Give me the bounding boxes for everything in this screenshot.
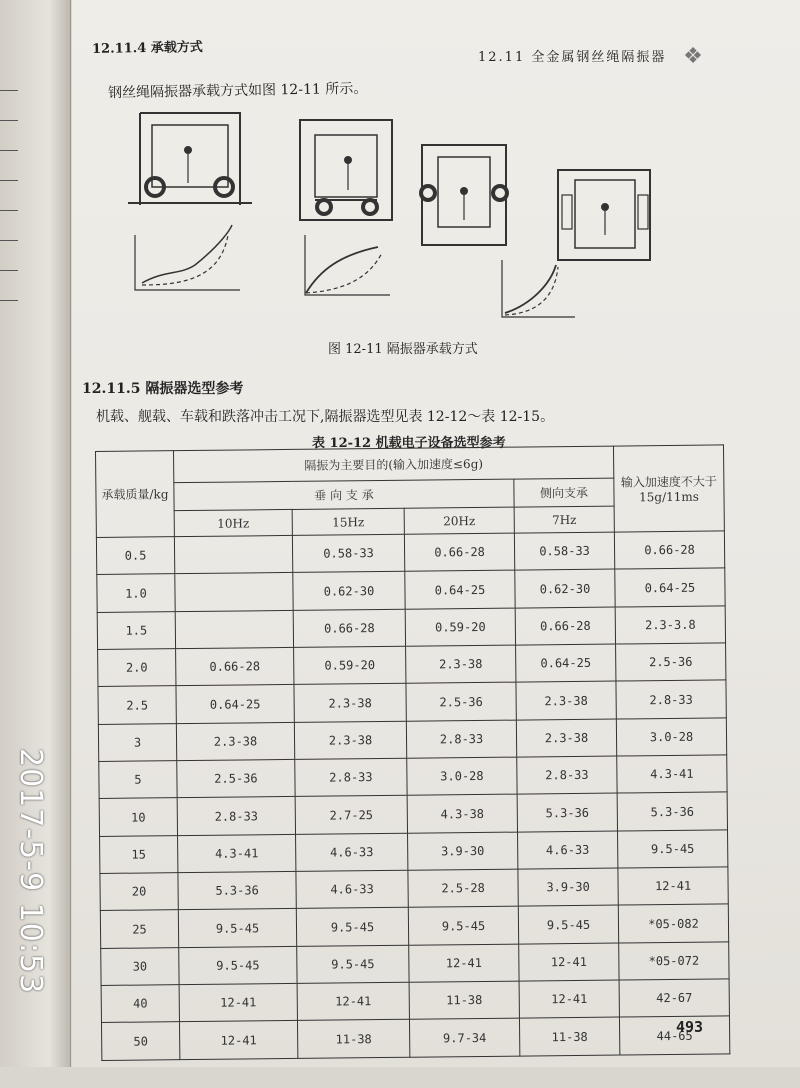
table-cell: 40 (101, 985, 179, 1023)
table-cell: 9.7-34 (409, 1019, 519, 1058)
header-load: 承载质量/kg (96, 451, 175, 538)
table-cell: 0.64-25 (405, 570, 515, 608)
table-row (98, 718, 726, 762)
table-cell (174, 535, 292, 574)
table-cell: 3 (98, 723, 176, 761)
table-cell: 12-41 (179, 984, 297, 1023)
table-cell: 0.66-28 (614, 531, 724, 569)
header-purpose: 隔振为主要目的(输入加速度≤6g) (174, 446, 614, 483)
table-cell: 2.7-25 (295, 796, 407, 835)
photo-date-stamp: 2017-5-9 10:53 (13, 748, 48, 995)
table-cell: 12-41 (297, 982, 409, 1021)
table-cell: 9.5-45 (618, 830, 728, 868)
header-freq-20hz: 20Hz (404, 507, 514, 534)
table-cell (175, 573, 293, 612)
table-cell: 2.8-33 (406, 720, 516, 758)
table-cell: 5 (99, 761, 177, 799)
table-cell: 2.8-33 (295, 758, 407, 797)
table-cell: 2.0 (98, 649, 176, 687)
table-cell: 0.66-28 (293, 609, 405, 648)
running-head: 12.11 全金属钢丝绳隔振器 (478, 50, 667, 65)
table-cell: 2.3-3.8 (615, 606, 725, 644)
table-cell: 2.3-38 (516, 719, 616, 757)
table-cell: 3.0-28 (407, 757, 517, 795)
table-cell: 0.5 (96, 537, 174, 575)
table-cell: 2.3-38 (176, 722, 294, 761)
table-cell: 9.5-45 (296, 908, 408, 947)
table-cell: 3.9-30 (408, 832, 518, 870)
header-vertical: 垂 向 支 承 (174, 479, 514, 511)
table-row (101, 1016, 729, 1060)
table-cell: 0.59-20 (294, 646, 406, 685)
table-cell: 1.0 (97, 574, 175, 612)
header-freq-7hz: 7Hz (514, 506, 614, 533)
intro-paragraph: 钢丝绳隔振器承载方式如图 12-11 所示。 (107, 80, 368, 102)
mounting-figure (120, 95, 720, 335)
header-freq-10hz: 10Hz (174, 509, 292, 536)
table-cell (175, 610, 293, 649)
table-cell: 4.6-33 (296, 833, 408, 872)
table-cell: 0.58-33 (292, 534, 404, 573)
table-cell: 2.5-36 (406, 682, 516, 720)
mount-diagram-2 (300, 120, 392, 295)
mount-diagram-3 (421, 145, 575, 317)
mount-diagram-4 (558, 170, 650, 260)
mount-diagram-1 (128, 113, 252, 290)
table-cell: 0.59-20 (405, 608, 515, 646)
table-cell: 5.3-36 (517, 793, 617, 831)
table-cell: 2.3-38 (406, 645, 516, 683)
table-cell: 2.5 (98, 686, 176, 724)
table-cell: 4.6-33 (518, 831, 618, 869)
table-cell: 2.8-33 (177, 797, 295, 836)
section-heading: 12.11.4 承载方式 (91, 40, 203, 57)
table-cell: 0.66-28 (515, 607, 615, 645)
table-cell: 12-41 (618, 867, 728, 905)
table-cell: 11-38 (409, 981, 519, 1019)
table-cell: 12-41 (409, 944, 519, 982)
table-cell: 2.5-36 (177, 759, 295, 798)
table-cell: 11-38 (519, 1018, 619, 1057)
table-cell: 0.66-28 (404, 533, 514, 571)
table-cell: 12-41 (519, 980, 619, 1018)
table-cell: 2.5-36 (616, 643, 726, 681)
table-cell: 0.64-25 (615, 568, 725, 606)
table-cell: 0.58-33 (514, 532, 614, 570)
section-2-paragraph: 机载、舰载、车载和跌落冲击工况下,隔振器选型见表 12-12～表 12-15。 (96, 409, 555, 425)
table-caption: 表 12-12 机载电子设备选型参考 (312, 436, 506, 451)
figure-caption: 图 12-11 隔振器承载方式 (328, 342, 478, 357)
table-cell: 10 (99, 798, 177, 836)
table-cell: 4.6-33 (296, 870, 408, 909)
table-cell: 50 (101, 1022, 179, 1060)
table-cell: 9.5-45 (518, 905, 618, 943)
table-cell: 9.5-45 (178, 909, 296, 948)
table-cell: 44-65 (619, 1016, 729, 1055)
table-cell: 0.66-28 (176, 647, 294, 686)
table-cell: *05-082 (618, 904, 728, 942)
table-cell: 15 (100, 835, 178, 873)
table-cell: 5.3-36 (617, 792, 727, 830)
selection-table (95, 444, 729, 1061)
table-cell: 25 (100, 910, 178, 948)
table-cell: 42-67 (619, 979, 729, 1017)
table-cell: 2.5-28 (408, 869, 518, 907)
table-cell: 0.62-30 (293, 572, 405, 611)
table-cell: *05-072 (619, 942, 729, 980)
publisher-logo-icon: ❖ (683, 44, 703, 69)
table-cell: 9.5-45 (408, 907, 518, 945)
table-cell: 4.3-41 (178, 834, 296, 873)
header-shock: 输入加速度不大于15g/11ms (613, 445, 724, 532)
table-cell: 4.3-41 (617, 755, 727, 793)
header-freq-15hz: 15Hz (292, 508, 404, 535)
table-cell: 12-41 (519, 943, 619, 981)
table-cell: 0.64-25 (176, 685, 294, 724)
page-number: 493 (676, 1018, 704, 1036)
table-cell: 0.62-30 (515, 569, 615, 607)
section-2-heading: 12.11.5 隔振器选型参考 (82, 381, 244, 397)
table-cell: 2.3-38 (516, 681, 616, 719)
table-cell: 2.8-33 (616, 680, 726, 718)
table-cell: 2.8-33 (517, 756, 617, 794)
table-cell: 2.3-38 (294, 721, 406, 760)
table-cell: 1.5 (97, 611, 175, 649)
table-cell: 12-41 (179, 1021, 297, 1060)
table-cell: 20 (100, 873, 178, 911)
table-row (99, 755, 727, 799)
header-lateral: 侧向支承 (514, 478, 614, 507)
table-cell: 11-38 (297, 1020, 409, 1059)
table-cell: 3.9-30 (518, 868, 618, 906)
table-cell: 9.5-45 (297, 945, 409, 984)
table-cell: 4.3-38 (407, 795, 517, 833)
table-cell: 0.64-25 (516, 644, 616, 682)
table-cell: 30 (101, 947, 179, 985)
table-cell: 2.3-38 (294, 684, 406, 723)
table-cell: 3.0-28 (616, 718, 726, 756)
table-cell: 9.5-45 (179, 946, 297, 985)
table-cell: 5.3-36 (178, 872, 296, 911)
